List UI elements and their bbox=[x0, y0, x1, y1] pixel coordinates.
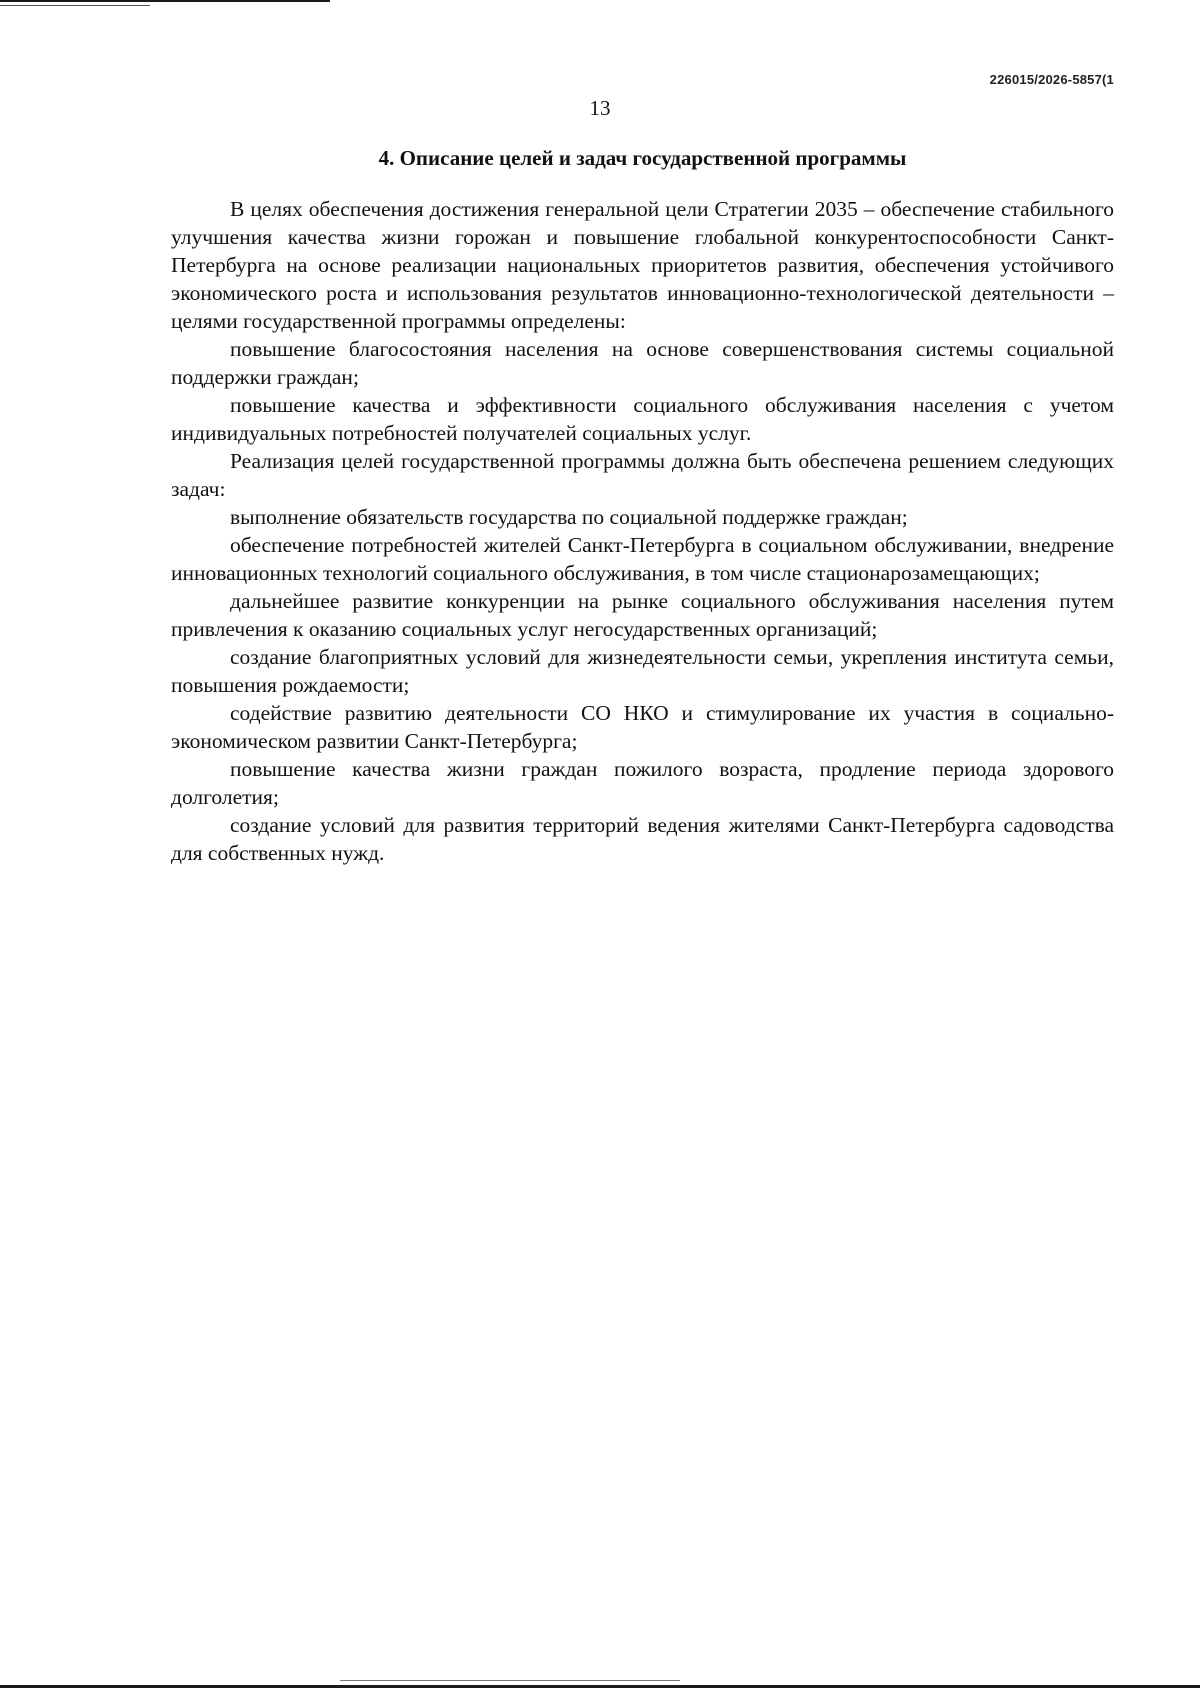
section-title: 4. Описание целей и задач государственной программы bbox=[378, 146, 907, 170]
document-body bbox=[171, 195, 1114, 867]
paragraph-task-elderly: повышение качества жизни граждан пожилого возраста, продление периода здорового долголетия; bbox=[171, 757, 1114, 809]
paragraph-task-family: создание благоприятных условий для жизнедеятельности семьи, укрепления института семьи, повышения рождаемости; bbox=[171, 645, 1114, 697]
page-number: 13 bbox=[589, 96, 611, 120]
paragraph-goal-welfare: повышение благосостояния населения на основе совершенствования системы социальной поддержки граждан; bbox=[171, 337, 1114, 389]
paragraph-task-nko: содействие развитию деятельности СО НКО и стимулирование их участия в социально-экономическом развитии Санкт-Петербурга; bbox=[171, 701, 1114, 753]
paragraph-task-needs: обеспечение потребностей жителей Санкт-Петербурга в социальном обслуживании, внедрение инновационных технологий социального обслуживания, в том числе стационарозамещающих; bbox=[171, 533, 1114, 585]
paragraph-task-gardening: создание условий для развития территорий ведения жителями Санкт-Петербурга садоводства для собственных нужд. bbox=[171, 813, 1114, 865]
scan-edge-bottom-secondary bbox=[340, 1680, 680, 1681]
paragraph-goals-intro: В целях обеспечения достижения генеральной цели Стратегии 2035 – обеспечение стабильного улучшения качества жизни горожан и повышение глобальной конкурентоспособности Санкт-Петербурга на основе реализации национальных приоритетов развития, обеспечения устойчивого экономического роста и использования результатов инновационно-технологической деятельности – целями государственной программы определены: bbox=[171, 197, 1114, 333]
scan-edge-top bbox=[0, 0, 330, 2]
paragraph-tasks-intro: Реализация целей государственной программы должна быть обеспечена решением следующих задач: bbox=[171, 449, 1114, 501]
registration-number: 226015/2026-5857(1 bbox=[989, 72, 1114, 87]
paragraph-task-obligations: выполнение обязательств государства по социальной поддержке граждан; bbox=[230, 505, 908, 529]
paragraph-goal-service-quality: повышение качества и эффективности социального обслуживания населения с учетом индивидуальных потребностей получателей социальных услуг. bbox=[171, 393, 1114, 445]
scan-edge-top-secondary bbox=[0, 5, 150, 6]
paragraph-task-competition: дальнейшее развитие конкуренции на рынке социального обслуживания населения путем привлечения к оказанию социальных услуг негосударственных организаций; bbox=[171, 589, 1114, 641]
